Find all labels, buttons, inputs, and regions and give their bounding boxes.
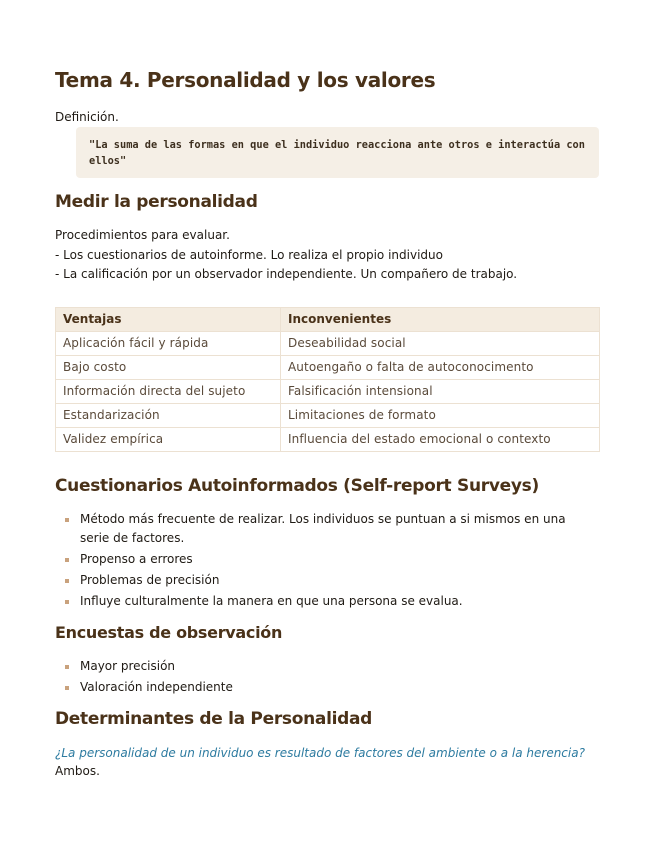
table-row — [56, 403, 600, 427]
measure-intro: Procedimientos para evaluar. — [55, 228, 230, 242]
table-row — [56, 427, 600, 451]
table-row — [56, 331, 600, 355]
pros-cons-table — [55, 307, 600, 452]
definition-quote: "La suma de las formas en que el individuo reacciona ante otros e interactúa con ellos" — [76, 127, 599, 178]
table-cell: Estandarización — [56, 403, 281, 427]
measure-text — [55, 226, 600, 285]
list-item: Mayor precisión — [80, 657, 600, 676]
table-cell: Autoengaño o falta de autoconocimento — [281, 355, 600, 379]
table-header-advantages: Ventajas — [56, 307, 281, 331]
list-item: Problemas de precisión — [80, 571, 600, 590]
section-self-report — [55, 474, 600, 611]
list-item: Valoración independiente — [80, 678, 600, 697]
table-row — [56, 355, 600, 379]
measure-line-1: - Los cuestionarios de autoinforme. Lo realiza el propio individuo — [55, 247, 443, 262]
section-heading-determinants: Determinantes de la Personalidad — [55, 708, 373, 729]
table-cell: Deseabilidad social — [281, 331, 600, 355]
observation-list — [55, 657, 600, 697]
section-observation — [55, 621, 600, 697]
table-cell: Validez empírica — [56, 427, 281, 451]
section-determinants — [55, 707, 600, 781]
table-cell: Aplicación fácil y rápida — [56, 331, 281, 355]
definition-label: Definición. — [55, 110, 119, 124]
table-cell: Bajo costo — [56, 355, 281, 379]
table-cell: Falsificación intensional — [281, 379, 600, 403]
table-cell: Información directa del sujeto — [56, 379, 281, 403]
table-cell: Influencia del estado emocional o contexto — [281, 427, 600, 451]
table-header-row — [56, 307, 600, 331]
list-item: Propenso a errores — [80, 550, 600, 569]
section-heading-measure: Medir la personalidad — [55, 192, 258, 212]
self-report-list — [55, 510, 600, 611]
section-heading-self-report: Cuestionarios Autoinformados (Self-report Surveys) — [55, 475, 539, 496]
section-measure — [55, 190, 600, 452]
table-header-drawbacks: Inconvenientes — [281, 307, 600, 331]
table-cell: Limitaciones de formato — [281, 403, 600, 427]
page-title: Tema 4. Personalidad y los valores — [55, 68, 436, 92]
section-heading-observation: Encuestas de observación — [55, 622, 283, 642]
measure-line-2: - La calificación por un observador independiente. Un compañero de trabajo. — [55, 267, 518, 281]
list-item: Método más frecuente de realizar. Los individuos se puntuan a si mismos en una serie de factores. — [80, 510, 600, 548]
determinants-question: ¿La personalidad de un individuo es resultado de factores del ambiente o a la herencia? — [55, 745, 585, 760]
determinants-answer: Ambos. — [55, 763, 100, 778]
list-item: Influye culturalmente la manera en que una persona se evalua. — [80, 592, 600, 611]
table-row — [56, 379, 600, 403]
